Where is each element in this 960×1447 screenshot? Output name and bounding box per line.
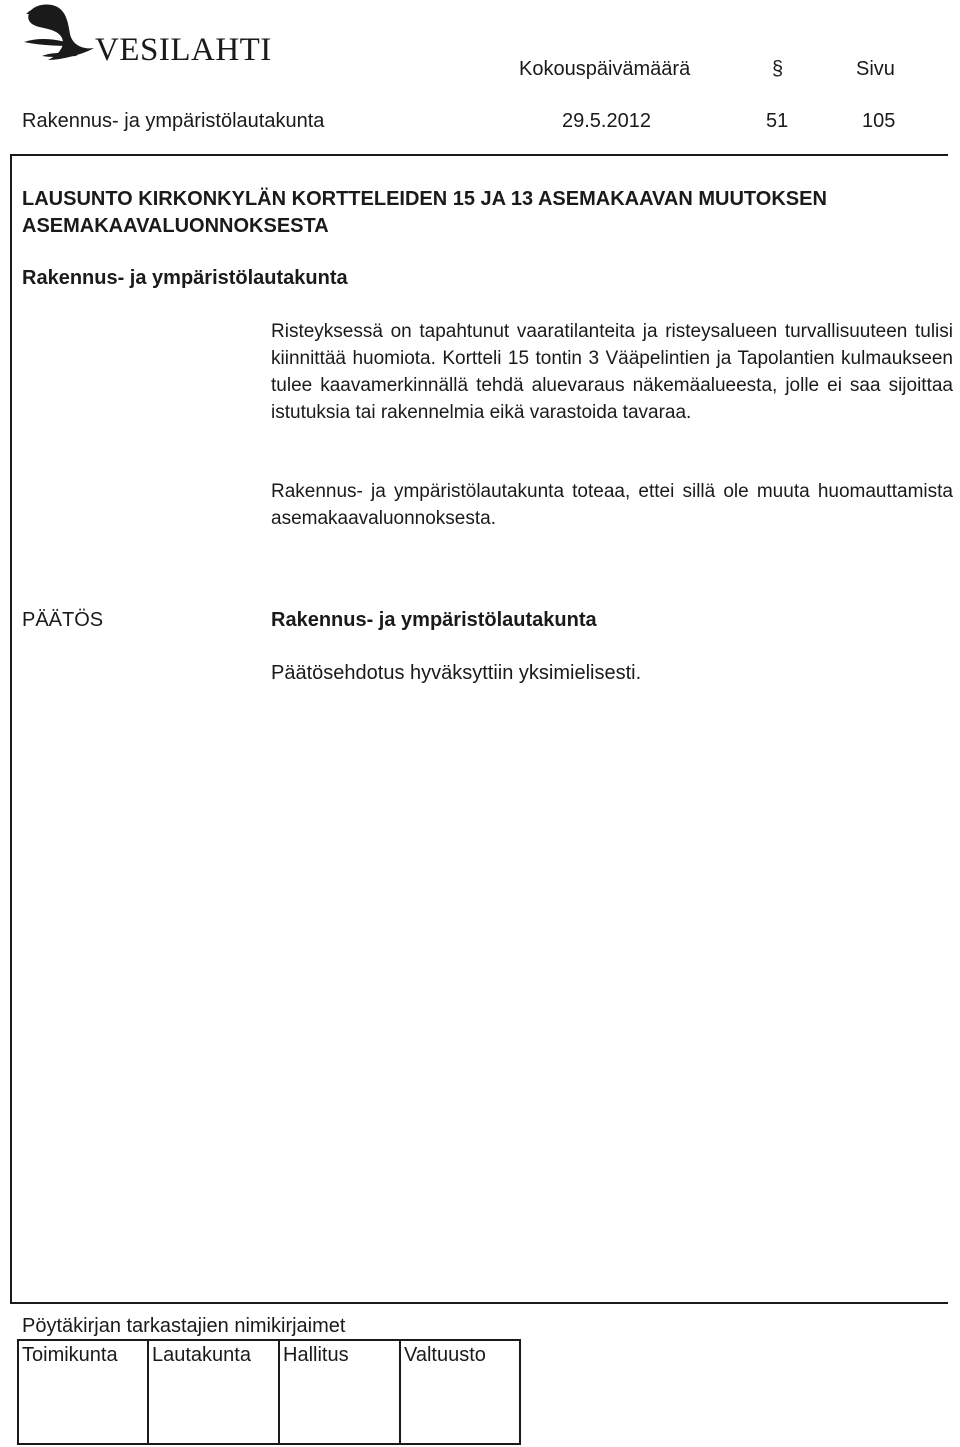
decision-label: PÄÄTÖS xyxy=(22,609,104,631)
left-margin-rule xyxy=(10,154,12,1304)
signature-table xyxy=(17,1339,521,1445)
footer-divider xyxy=(10,1302,948,1304)
meeting-date: 29.5.2012 xyxy=(562,110,651,132)
date-label: Kokouspäivämäärä xyxy=(519,58,691,80)
statement-paragraph-1: Risteyksessä on tapahtunut vaaratilanteita ja risteysalueen turvallisuuteen tulisi kiinnittää huomiota. Kortteli 15 tontin 3 Vääpelintien ja Tapolantien kulmaukseen tulee kaavamerkinnällä tehdä aluevaraus näkemäalueesta, jolle ei saa sijoittaa istutuksia tai rakennelmia eikä varastoida tavaraa. xyxy=(271,321,953,423)
signature-cell-hallitus: Hallitus xyxy=(279,1340,400,1444)
statement-paragraph-2: Rakennus- ja ympäristölautakunta toteaa, ettei sillä ole muuta huomauttamista asemakaavaluonnoksesta. xyxy=(271,481,953,529)
page-label: Sivu xyxy=(856,58,895,80)
signature-cell-valtuusto: Valtuusto xyxy=(400,1340,520,1444)
page-number: 105 xyxy=(862,110,896,132)
statement-heading: Rakennus- ja ympäristölautakunta xyxy=(22,267,348,289)
signature-cell-toimikunta: Toimikunta xyxy=(18,1340,148,1444)
decision-heading: Rakennus- ja ympäristölautakunta xyxy=(271,609,597,631)
decision-text: Päätösehdotus hyväksyttiin yksimielisesti. xyxy=(271,662,642,684)
section-symbol: § xyxy=(772,58,784,80)
signature-label: Pöytäkirjan tarkastajien nimikirjaimet xyxy=(22,1315,346,1337)
signature-cell-lautakunta: Lautakunta xyxy=(148,1340,279,1444)
logo-wordmark: VESILAHTI xyxy=(95,32,272,68)
header-divider xyxy=(10,154,948,156)
section-number: 51 xyxy=(766,110,789,132)
document-title: LAUSUNTO KIRKONKYLÄN KORTTELEIDEN 15 JA 13 ASEMAKAAVAN MUUTOKSEN ASEMAKAAVALUONNOKSESTA xyxy=(22,188,827,237)
body-name: Rakennus- ja ympäristölautakunta xyxy=(22,110,325,132)
